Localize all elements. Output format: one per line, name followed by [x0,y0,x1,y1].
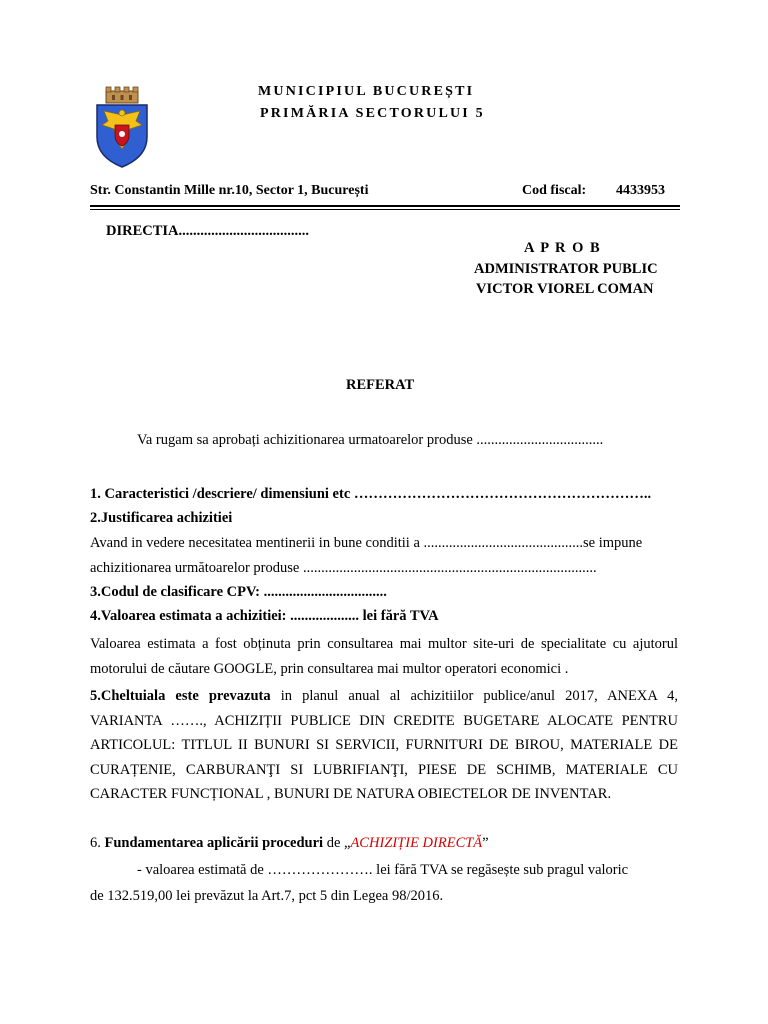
fiscal-code-value: 4433953 [616,183,665,198]
fiscal-code-label: Cod fiscal: [522,183,587,198]
municipality-name: MUNICIPIUL BUCUREȘTI [258,84,475,99]
section-4: 4.Valoarea estimata a achizitiei: ................... lei fără TVA [90,608,439,624]
directia-field: DIRECTIA.................................... [106,223,310,239]
section-6-connector: de „ [323,835,351,851]
section-5-paragraph [90,684,678,807]
intro-text: Va rugam sa aprobați achizitionarea urmatoarelor produse ................................... [137,432,604,448]
address: Str. Constantin Mille nr.10, Sector 1, București [90,183,369,198]
section-6-line-1: - valoarea estimată de …………………. lei fără TVA se regăsește sub pragul valoric [137,862,629,878]
section-5-title: 5.Cheltuiala este prevazuta [90,688,271,704]
section-3: 3.Codul de clasificare CPV: .................................. [90,584,387,600]
section-6-title: Fundamentarea aplicării proceduri [104,835,324,851]
section-2-line-1: Avand in vedere necesitatea mentinerii in bune conditii a ............................................se impune [90,535,643,551]
section-6-number: 6. [90,835,105,851]
header-divider-thin [90,209,680,210]
section-2-title: 2.Justificarea achizitiei [90,510,233,526]
approval-heading: A P R O B [524,240,602,256]
header-divider [90,205,680,207]
city-hall-name: PRIMĂRIA SECTORULUI 5 [260,106,485,121]
section-6-line-2: de 132.519,00 lei prevăzut la Art.7, pct 5 din Legea 98/2016. [90,888,444,904]
approval-role: ADMINISTRATOR PUBLIC [474,261,658,277]
municipality-crest-icon [92,85,152,169]
section-5-text: in planul anual al achizitiilor publice/anul 2017, ANEXA 4, VARIANTA ……., ACHIZIȚII PUBLICE DIN CREDITE BUGETARE ALOCATE PENTRU ARTICOLUL: TITLUL II BUNURI SI SERVICII, FURNITURI DE BIROU, MATERIALE DE CURAȚENIE, CARBURANŢI SI LUBRIFIANŢI, PIESE DE SCHIMB, MATERIALE CU CARACTER FUNCȚIONAL , BUNURI DE NATURA OBIECTELOR DE INVENTAR. [90,688,679,802]
section-6-quote-close: ” [482,835,489,851]
section-2-line-2: achizitionarea următoarelor produse ................................................................................. [90,560,597,576]
document-title: REFERAT [346,377,415,393]
section-1: 1. Caracteristici /descriere/ dimensiuni etc …………………………………………………….. [90,486,652,502]
approval-name: VICTOR VIOREL COMAN [476,281,654,297]
section-6-heading [90,835,489,852]
section-4-text: Valoarea estimata a fost obținuta prin consultarea mai multor site-uri de specialitate cu ajutorul motorului de căutare GOOGLE, prin consultarea mai multor operatori economici . [90,636,678,677]
section-6-procedure: ACHIZIȚIE DIRECTĂ [350,835,483,851]
